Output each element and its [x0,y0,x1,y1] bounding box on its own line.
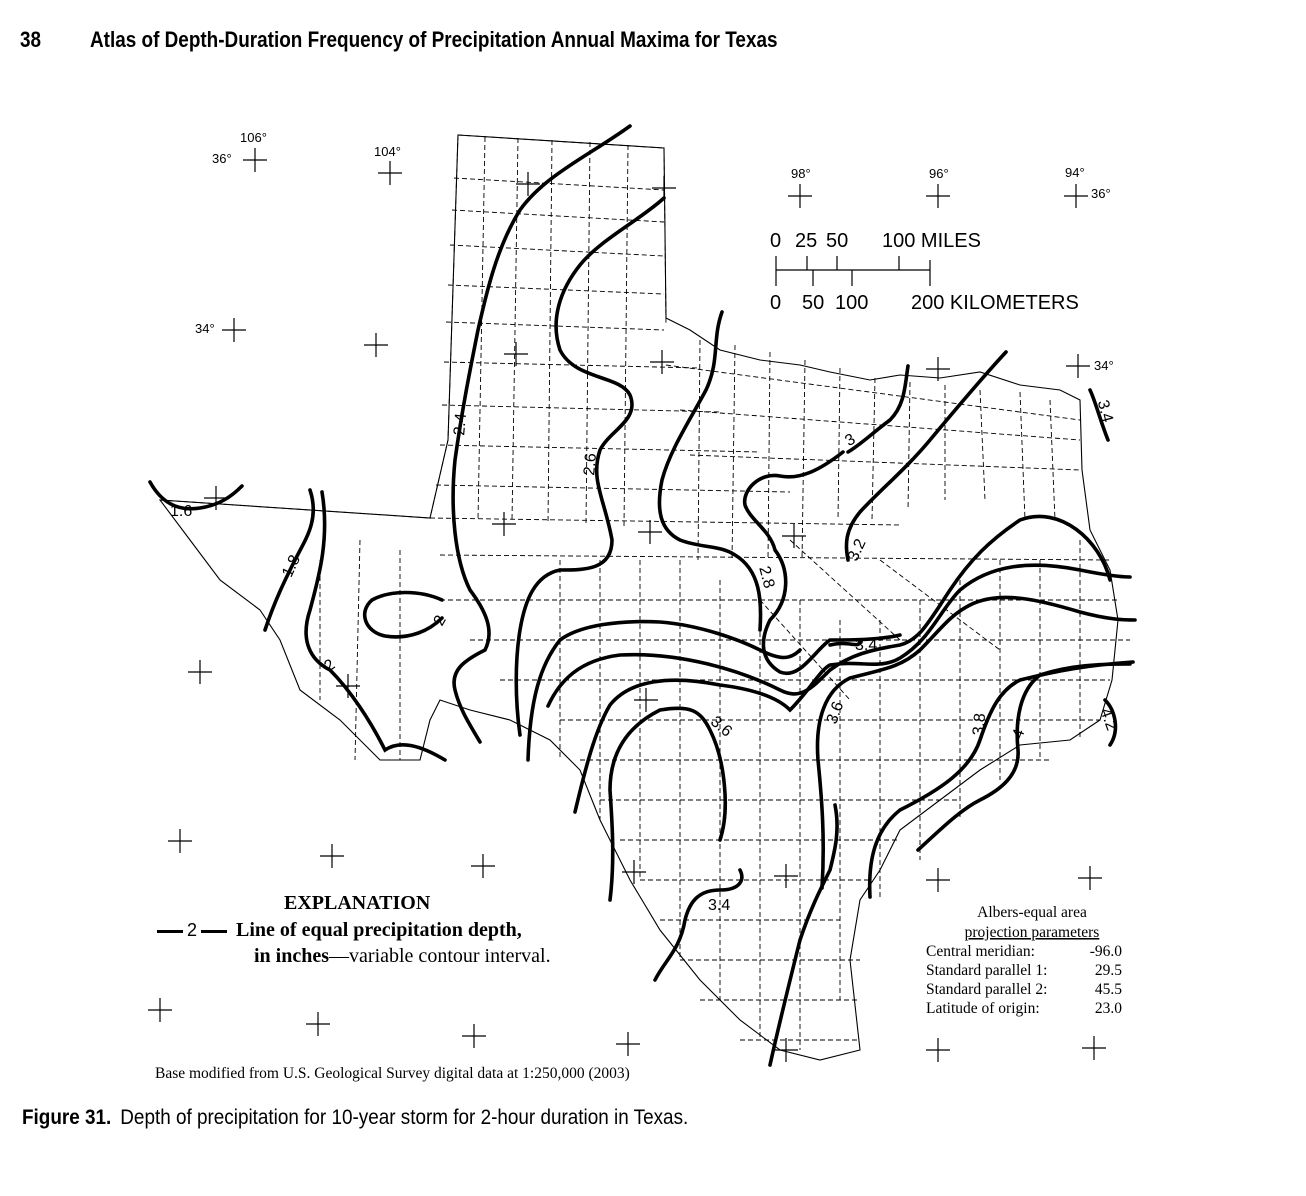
param-value-latitude-of-origin: 23.0 [1094,1000,1122,1017]
lat-34-west-label: 34° [195,321,215,336]
contour-label-2-loop: 2 [430,612,450,629]
header-title: Atlas of Depth-Duration Frequency of Precipitation Annual Maxima for Texas [90,27,778,52]
explanation-units: in inches [254,945,330,967]
contour-label-2-west: 2 [321,656,339,676]
page-number: 38 [20,27,42,52]
figure-caption-text: Depth of precipitation for 10-year storm for 2-hour duration in Texas. [120,1106,689,1129]
legend-symbol-value: 2 [187,920,198,940]
scale-km-0: 0 [770,292,782,314]
scale-km-50: 50 [802,292,825,314]
lon-106-label: 106° [240,130,267,145]
legend-line-symbol-right [201,930,227,933]
contour-label-3-4-central: 3.4 [855,637,878,654]
explanation-title: EXPLANATION [284,892,431,914]
contour-label-3-4-south: 3.4 [708,897,731,914]
contour-label-1-8: 1.8 [279,552,304,580]
contour-label-2-6: 2.6 [581,452,601,477]
contour-label-3-8: 3.8 [970,712,990,737]
param-label-latitude-of-origin: Latitude of origin: [926,1000,1040,1017]
lat-36-west-label: 36° [212,151,232,166]
figure-caption [22,1106,688,1130]
contour-label-2-4: 2.4 [451,412,471,437]
param-value-standard-parallel-2: 45.5 [1094,981,1122,998]
base-note: Base modified from U.S. Geological Survey digital data at 1:250,000 (2003) [155,1065,630,1082]
contour-label-3: 3 [842,430,859,450]
param-value-central-meridian: -96.0 [1089,943,1122,960]
contour-label-2-8: 2.8 [755,564,778,591]
lat-34-east-label: 34° [1094,358,1114,373]
scale-miles-100: 100 MILES [882,230,981,252]
lon-104-label: 104° [374,144,401,159]
contour-label-3-6-central: 3.6 [823,699,848,727]
contour-label-3-6-west: 3.6 [707,713,736,741]
scale-miles-50: 50 [826,230,849,252]
param-label-central-meridian: Central meridian: [926,943,1035,960]
explanation-line2 [254,945,551,968]
contour-label-3-4-northeast: 3.4 [1093,398,1116,425]
lon-98-label: 98° [791,166,811,181]
scale-km-200: 200 KILOMETERS [911,292,1079,314]
contour-label-4-2: 4.2 [1096,706,1121,733]
lon-96-label: 96° [929,166,949,181]
contour-label-4: 4 [1009,726,1029,742]
legend-line-symbol [157,930,183,933]
explanation-line1-text: Line of equal precipitation depth, [236,919,522,941]
lat-36-east-label: 36° [1091,186,1111,201]
param-label-standard-parallel-2: Standard parallel 2: [926,981,1048,998]
projection-parameters [926,904,1122,1017]
figure-label: Figure 31. [22,1106,112,1129]
contour-label-3-2: 3.2 [844,536,870,564]
scale-miles-25: 25 [795,230,818,252]
projection-subtitle: projection parameters [964,924,1100,941]
param-label-standard-parallel-1: Standard parallel 1: [926,962,1048,979]
scale-km-100: 100 [835,292,869,314]
param-value-standard-parallel-1: 29.5 [1094,962,1122,979]
contour-label-1-6: 1.6 [170,503,193,520]
projection-title: Albers-equal area [977,904,1087,921]
explanation-line1 [153,919,522,942]
lon-94-label: 94° [1065,165,1085,180]
explanation-interval-note: —variable contour interval. [329,945,551,967]
scale-bar [770,230,1079,314]
scale-miles-0: 0 [770,230,782,252]
